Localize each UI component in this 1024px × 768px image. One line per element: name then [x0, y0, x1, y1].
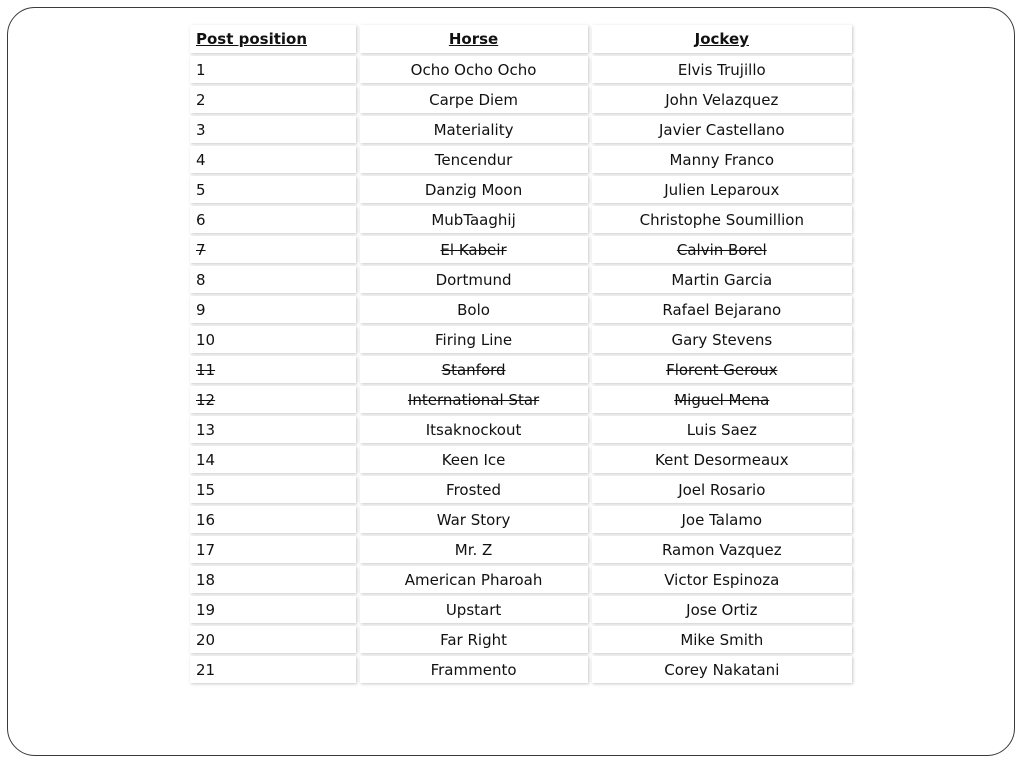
horse-cell: Frammento	[360, 656, 588, 683]
post-position-cell: 4	[190, 146, 356, 173]
table-body	[190, 56, 852, 683]
post-position-cell: 20	[190, 626, 356, 653]
jockey-cell: Manny Franco	[592, 146, 852, 173]
post-position-cell: 2	[190, 86, 356, 113]
horse-cell: American Pharoah	[360, 566, 588, 593]
horse-cell: Carpe Diem	[360, 86, 588, 113]
horse-cell: Tencendur	[360, 146, 588, 173]
post-position-cell: 8	[190, 266, 356, 293]
table-row	[190, 566, 852, 593]
table-row	[190, 416, 852, 443]
post-position-cell: 11	[190, 356, 356, 383]
table-row	[190, 146, 852, 173]
table-row	[190, 206, 852, 233]
horse-cell: Mr. Z	[360, 536, 588, 563]
table-row	[190, 296, 852, 323]
post-position-cell: 19	[190, 596, 356, 623]
horse-cell: Frosted	[360, 476, 588, 503]
table-row	[190, 236, 852, 263]
jockey-cell: Victor Espinoza	[592, 566, 852, 593]
horse-cell: Itsaknockout	[360, 416, 588, 443]
horse-cell: Ocho Ocho Ocho	[360, 56, 588, 83]
table-row	[190, 626, 852, 653]
table-row	[190, 356, 852, 383]
jockey-cell: Rafael Bejarano	[592, 296, 852, 323]
table-row	[190, 266, 852, 293]
post-position-cell: 7	[190, 236, 356, 263]
jockey-cell: Elvis Trujillo	[592, 56, 852, 83]
post-position-cell: 5	[190, 176, 356, 203]
horse-cell: Danzig Moon	[360, 176, 588, 203]
jockey-cell: Gary Stevens	[592, 326, 852, 353]
horse-cell: El Kabeir	[360, 236, 588, 263]
horse-cell: MubTaaghij	[360, 206, 588, 233]
horse-cell: Far Right	[360, 626, 588, 653]
jockey-cell: Corey Nakatani	[592, 656, 852, 683]
jockey-cell: Mike Smith	[592, 626, 852, 653]
jockey-cell: Jose Ortiz	[592, 596, 852, 623]
jockey-cell: Calvin Borel	[592, 236, 852, 263]
horse-cell: Upstart	[360, 596, 588, 623]
jockey-cell: Miguel Mena	[592, 386, 852, 413]
post-position-cell: 9	[190, 296, 356, 323]
horse-cell: Materiality	[360, 116, 588, 143]
jockey-cell: Luis Saez	[592, 416, 852, 443]
slide-frame	[7, 7, 1015, 756]
horse-cell: Keen Ice	[360, 446, 588, 473]
table-row	[190, 596, 852, 623]
table-row	[190, 116, 852, 143]
post-position-cell: 14	[190, 446, 356, 473]
column-header-jockey: Jockey	[592, 25, 852, 53]
table-row	[190, 326, 852, 353]
table-row	[190, 506, 852, 533]
post-position-cell: 3	[190, 116, 356, 143]
jockey-cell: Joe Talamo	[592, 506, 852, 533]
table-container	[186, 22, 856, 686]
table-row	[190, 656, 852, 683]
post-position-cell: 18	[190, 566, 356, 593]
jockey-cell: John Velazquez	[592, 86, 852, 113]
post-position-cell: 21	[190, 656, 356, 683]
table-row	[190, 386, 852, 413]
jockey-cell: Joel Rosario	[592, 476, 852, 503]
table-row	[190, 176, 852, 203]
horse-cell: International Star	[360, 386, 588, 413]
jockey-cell: Ramon Vazquez	[592, 536, 852, 563]
jockey-cell: Julien Leparoux	[592, 176, 852, 203]
column-header-post-position: Post position	[190, 25, 356, 53]
jockey-cell: Javier Castellano	[592, 116, 852, 143]
post-position-table	[186, 22, 856, 686]
jockey-cell: Martin Garcia	[592, 266, 852, 293]
table-row	[190, 476, 852, 503]
jockey-cell: Kent Desormeaux	[592, 446, 852, 473]
post-position-cell: 15	[190, 476, 356, 503]
table-header-row	[190, 25, 852, 53]
table-row	[190, 56, 852, 83]
column-header-horse: Horse	[360, 25, 588, 53]
jockey-cell: Christophe Soumillion	[592, 206, 852, 233]
post-position-cell: 10	[190, 326, 356, 353]
jockey-cell: Florent Geroux	[592, 356, 852, 383]
horse-cell: Bolo	[360, 296, 588, 323]
post-position-cell: 1	[190, 56, 356, 83]
post-position-cell: 12	[190, 386, 356, 413]
post-position-cell: 13	[190, 416, 356, 443]
horse-cell: War Story	[360, 506, 588, 533]
post-position-cell: 6	[190, 206, 356, 233]
post-position-cell: 17	[190, 536, 356, 563]
table-row	[190, 86, 852, 113]
horse-cell: Firing Line	[360, 326, 588, 353]
horse-cell: Dortmund	[360, 266, 588, 293]
table-row	[190, 536, 852, 563]
table-row	[190, 446, 852, 473]
post-position-cell: 16	[190, 506, 356, 533]
horse-cell: Stanford	[360, 356, 588, 383]
